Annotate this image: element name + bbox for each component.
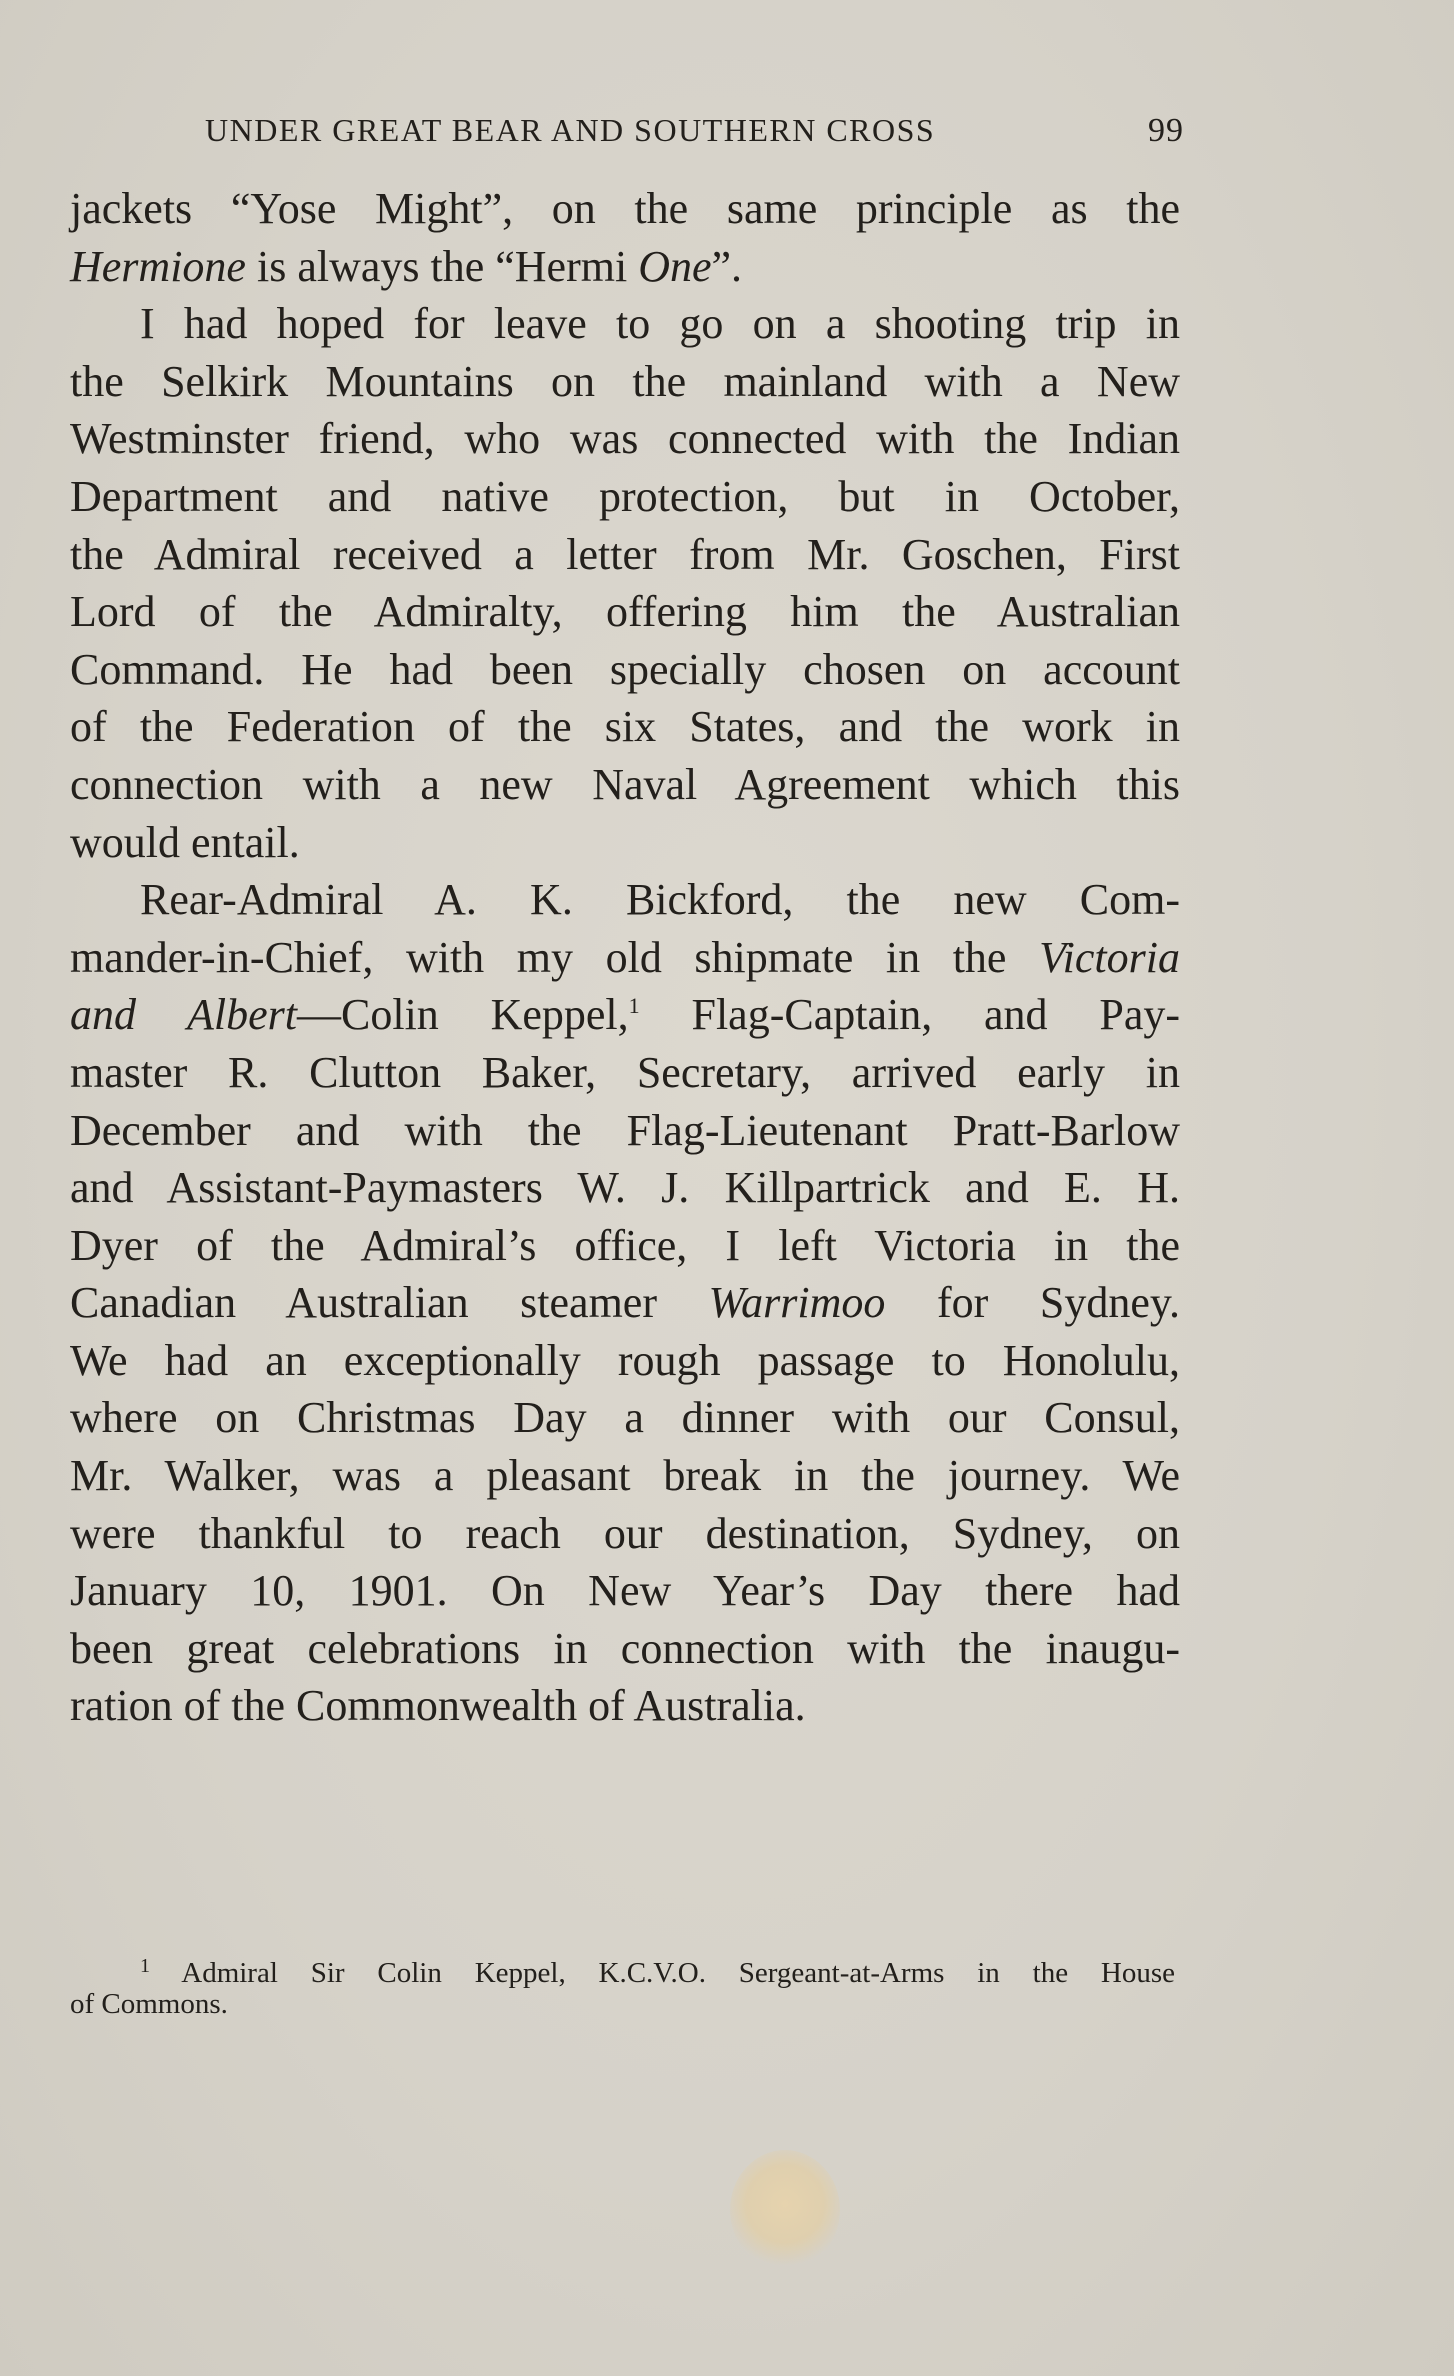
text-line: the Selkirk Mountains on the mainland with a New <box>70 356 1180 406</box>
text-line: We had an exceptionally rough passage to Honolulu, <box>70 1335 1180 1385</box>
text-line: connection with a new Naval Agreement which this <box>70 759 1180 809</box>
text-line: of the Federation of the six States, and the work in <box>70 702 1180 752</box>
text-line: Lord of the Admiralty, offering him the Australian <box>70 587 1180 637</box>
text-line: Dyer of the Admiral’s office, I left Victoria in the <box>70 1220 1180 1270</box>
paper-stain <box>730 2150 840 2270</box>
text-line: and Assistant-Paymasters W. J. Killpartrick and E. H. <box>70 1163 1180 1213</box>
body-text <box>70 180 1180 1735</box>
footnote-line: of Commons. <box>70 1988 228 2020</box>
paragraph-start-line: I had hoped for leave to go on a shooting trip in <box>140 299 1180 349</box>
text-line: where on Christmas Day a dinner with our Consul, <box>70 1393 1180 1443</box>
text-line: Hermione is always the “Hermi One”. <box>70 241 743 291</box>
footnote <box>70 1955 1176 2020</box>
text-line: master R. Clutton Baker, Secretary, arrived early in <box>70 1047 1180 1097</box>
text-line: were thankful to reach our destination, Sydney, on <box>70 1508 1180 1558</box>
text-line: and Albert—Colin Keppel,$^1$ Flag-Captain, and Pay- <box>70 990 1181 1040</box>
running-header <box>205 112 1184 158</box>
text-line: mander-in-Chief, with my old shipmate in the Victoria <box>70 932 1180 982</box>
text-line: January 10, 1901. On New Year’s Day there had <box>70 1566 1180 1616</box>
text-line: would entail. <box>70 817 300 867</box>
footnote-reference: 1 <box>628 993 640 1019</box>
text-line: the Admiral received a letter from Mr. Goschen, First <box>70 529 1180 579</box>
text-line: ration of the Commonwealth of Australia. <box>70 1681 806 1731</box>
text-line: jackets “Yose Might”, on the same principle as the <box>70 184 1180 233</box>
page-number: 99 <box>1148 112 1184 149</box>
text-line: Canadian Australian steamer Warrimoo for Sydney. <box>70 1278 1180 1328</box>
footnote-marker: 1 <box>140 1955 150 1977</box>
text-line: Westminster friend, who was connected with the Indian <box>70 414 1180 464</box>
text-line: Department and native protection, but in October, <box>70 471 1180 521</box>
running-title: UNDER GREAT BEAR AND SOUTHERN CROSS <box>205 112 936 148</box>
text-line: been great celebrations in connection with the inaugu- <box>70 1623 1180 1673</box>
paragraph-start-line: Rear-Admiral A. K. Bickford, the new Com- <box>140 875 1180 925</box>
text-line: December and with the Flag-Lieutenant Pratt-Barlow <box>70 1105 1180 1155</box>
text-line: Mr. Walker, was a pleasant break in the journey. We <box>70 1451 1180 1501</box>
text-line: Command. He had been specially chosen on account <box>70 644 1180 694</box>
footnote-line: $^1$ Admiral Sir Colin Keppel, K.C.V.O. Sergeant-at-Arms in the House <box>140 1955 1176 1989</box>
